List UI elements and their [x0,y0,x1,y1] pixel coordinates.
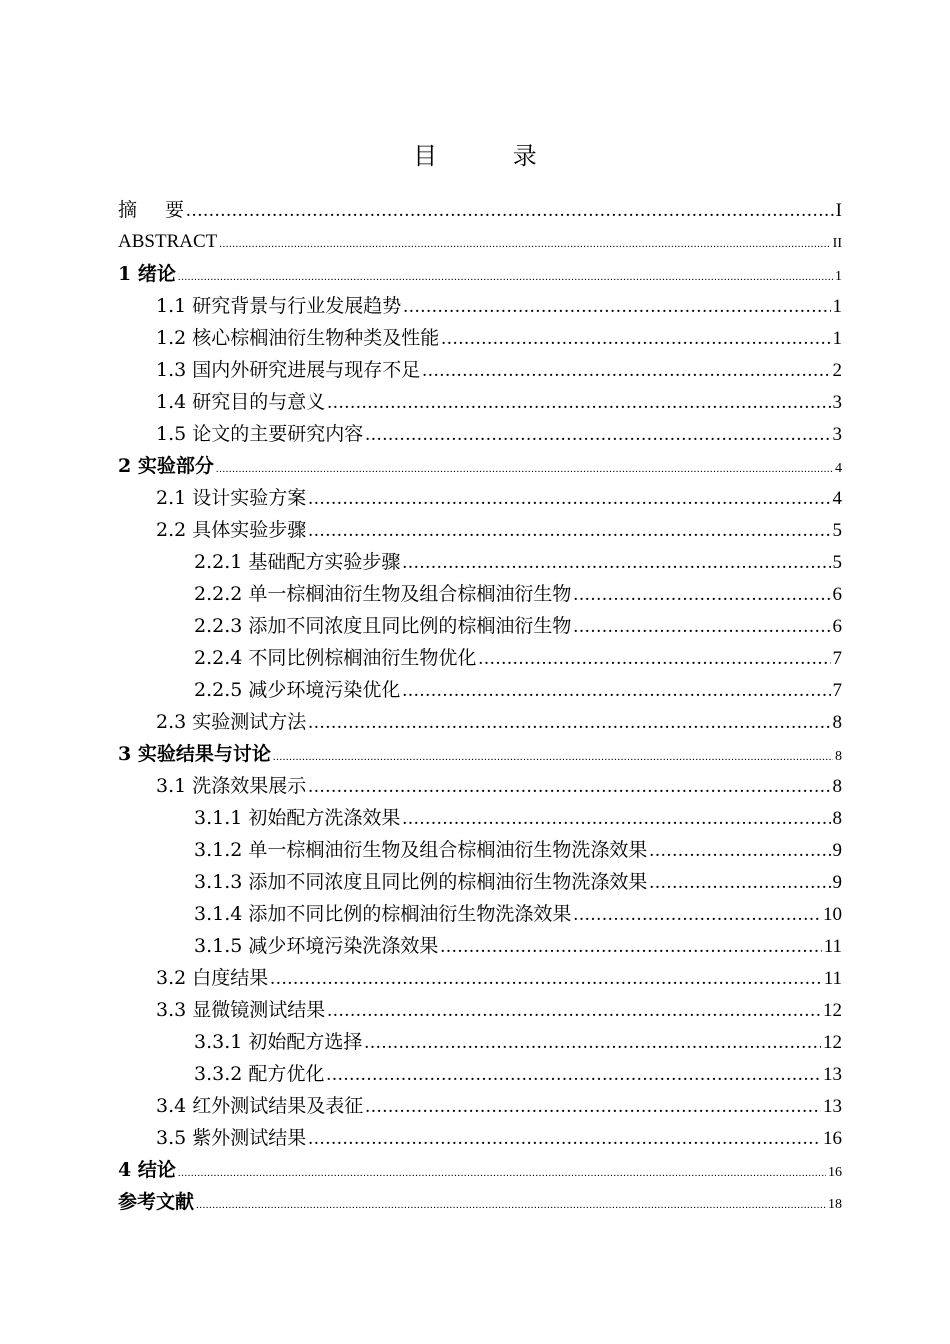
toc-entry-page-number: 13 [823,1096,842,1117]
toc-entry-page-number: 6 [832,616,842,637]
toc-entry-page-number: 7 [832,648,842,669]
dot-leader [326,1059,821,1091]
toc-entry[interactable] [118,1154,842,1186]
toc-entry-page-number: 11 [823,936,842,957]
toc-entry-page-number: 8 [832,776,842,797]
dot-leader [186,195,834,227]
toc-entry-page-number: 8 [835,749,842,764]
dot-leader [308,771,830,803]
dot-leader [364,1027,821,1059]
dot-leader [422,355,830,387]
toc-entry[interactable] [118,610,842,642]
toc-entry-label: 3.1.1 初始配方洗涤效果 [194,807,401,829]
toc-entry[interactable] [118,290,842,322]
toc-entry-page-number: 1 [832,328,842,349]
toc-entry-page-number: 12 [823,1000,842,1021]
dot-leader [573,579,830,611]
toc-entry-label: 3.1.3 添加不同浓度且同比例的棕榈油衍生物洗涤效果 [194,871,648,893]
dot-leader [178,1157,826,1189]
dot-leader [365,419,830,451]
dot-leader [178,261,833,293]
toc-entry[interactable] [118,770,842,802]
toc-entry[interactable] [118,226,842,258]
toc-entry[interactable] [118,258,842,290]
toc-entry-label: 2 实验部分 [118,455,214,477]
toc-entry[interactable] [118,1090,842,1122]
toc-entry[interactable] [118,994,842,1026]
toc-entry-label: 1.5 论文的主要研究内容 [156,423,364,445]
toc-entry-page-number: 8 [832,808,842,829]
toc-entry[interactable] [118,706,842,738]
dot-leader [219,228,830,260]
toc-entry-label: 4 结论 [118,1159,176,1181]
table-of-contents [118,194,842,1218]
toc-entry-page-number: 5 [832,520,842,541]
toc-entry[interactable] [118,1122,842,1154]
dot-leader [573,611,830,643]
dot-leader [573,899,821,931]
toc-entry[interactable] [118,1058,842,1090]
toc-entry-page-number: 3 [832,424,842,445]
dot-leader [402,803,830,835]
toc-entry-page-number: 10 [823,904,842,925]
toc-entry[interactable] [118,514,842,546]
toc-entry[interactable] [118,674,842,706]
toc-entry-label: 1.3 国内外研究进展与现存不足 [156,359,421,381]
toc-entry-label: 2.2.5 减少环境污染优化 [194,679,401,701]
dot-leader [403,291,830,323]
toc-entry-page-number: 16 [823,1128,842,1149]
dot-leader [308,483,830,515]
dot-leader [196,1189,826,1221]
dot-leader [270,963,821,995]
toc-entry-page-number: 9 [832,840,842,861]
toc-entry-page-number: 4 [832,488,842,509]
toc-entry-label: 1.2 核心棕榈油衍生物种类及性能 [156,327,440,349]
toc-entry-page-number: I [835,200,842,221]
toc-entry-page-number: 1 [835,269,842,284]
toc-title: 目 录 [413,142,571,170]
toc-entry-label: 2.3 实验测试方法 [156,711,307,733]
toc-entry-label-part: 要 [165,199,185,221]
toc-entry-label: 2.2 具体实验步骤 [156,519,307,541]
toc-entry[interactable] [118,642,842,674]
toc-entry[interactable] [118,482,842,514]
dot-leader [308,707,830,739]
toc-entry-label: 3.2 白度结果 [156,967,269,989]
dot-leader [441,323,830,355]
toc-entry-label: 1.4 研究目的与意义 [156,391,326,413]
dot-leader [308,515,830,547]
toc-entry-label: 2.2.1 基础配方实验步骤 [194,551,401,573]
dot-leader [327,387,830,419]
toc-entry-page-number: 16 [828,1165,842,1180]
toc-entry-page-number: 4 [835,461,842,476]
toc-entry-page-number: 13 [823,1064,842,1085]
toc-entry-label: 1 绪论 [118,263,176,285]
toc-entry-label: 3.3.2 配方优化 [194,1063,325,1085]
toc-entry[interactable] [118,386,842,418]
toc-entry-label: 3.3 显微镜测试结果 [156,999,326,1021]
toc-entry-label [118,194,184,226]
toc-entry-label: 3.1 洗涤效果展示 [156,775,307,797]
dot-leader [365,1091,821,1123]
toc-entry-page-number: 6 [832,584,842,605]
toc-entry-label: 3 实验结果与讨论 [118,743,271,765]
dot-leader [402,675,830,707]
toc-entry[interactable] [118,1186,842,1218]
toc-entry[interactable] [118,194,842,226]
dot-leader [308,1123,821,1155]
toc-entry-label: 2.1 设计实验方案 [156,487,307,509]
toc-entry-label: 参考文献 [118,1191,195,1213]
dot-leader [273,741,833,773]
toc-entry-page-number: 9 [832,872,842,893]
toc-entry-page-number: 8 [832,712,842,733]
toc-entry-label: 3.5 紫外测试结果 [156,1127,307,1149]
toc-entry-page-number: 3 [832,392,842,413]
toc-entry-label-part: 摘 [118,199,166,221]
dot-leader [649,867,830,899]
toc-entry-label: 2.2.4 不同比例棕榈油衍生物优化 [194,647,477,669]
toc-entry[interactable] [118,578,842,610]
toc-entry-page-number: 5 [832,552,842,573]
toc-entry[interactable] [118,802,842,834]
toc-entry[interactable] [118,354,842,386]
toc-entry-label: 3.1.2 单一棕榈油衍生物及组合棕榈油衍生物洗涤效果 [194,839,648,861]
toc-entry-label: 1.1 研究背景与行业发展趋势 [156,295,402,317]
toc-entry-page-number: 18 [828,1197,842,1212]
toc-entry-label: 2.2.3 添加不同浓度且同比例的棕榈油衍生物 [194,615,572,637]
dot-leader [649,835,830,867]
toc-entry[interactable] [118,1026,842,1058]
toc-entry[interactable] [118,866,842,898]
toc-entry[interactable] [118,930,842,962]
toc-entry[interactable] [118,450,842,482]
toc-entry[interactable] [118,546,842,578]
dot-leader [216,453,833,485]
toc-entry-label: 3.4 红外测试结果及表征 [156,1095,364,1117]
toc-entry[interactable] [118,418,842,450]
toc-entry[interactable] [118,322,842,354]
toc-entry[interactable] [118,738,842,770]
toc-entry[interactable] [118,834,842,866]
toc-entry-page-number: 7 [832,680,842,701]
toc-entry-page-number: 12 [823,1032,842,1053]
toc-entry-label: ABSTRACT [118,231,218,252]
dot-leader [327,995,821,1027]
toc-entry-label: 3.1.5 减少环境污染洗涤效果 [194,935,439,957]
dot-leader [478,643,830,675]
toc-entry[interactable] [118,962,842,994]
toc-entry-label: 3.3.1 初始配方选择 [194,1031,363,1053]
dot-leader [402,547,830,579]
toc-entry-page-number: 2 [832,360,842,381]
toc-entry-label: 3.1.4 添加不同比例的棕榈油衍生物洗涤效果 [194,903,572,925]
toc-entry-page-number: II [832,236,842,251]
dot-leader [440,931,821,963]
toc-entry-label: 2.2.2 单一棕榈油衍生物及组合棕榈油衍生物 [194,583,572,605]
toc-entry-page-number: 11 [823,968,842,989]
toc-entry-page-number: 1 [832,296,842,317]
toc-entry[interactable] [118,898,842,930]
